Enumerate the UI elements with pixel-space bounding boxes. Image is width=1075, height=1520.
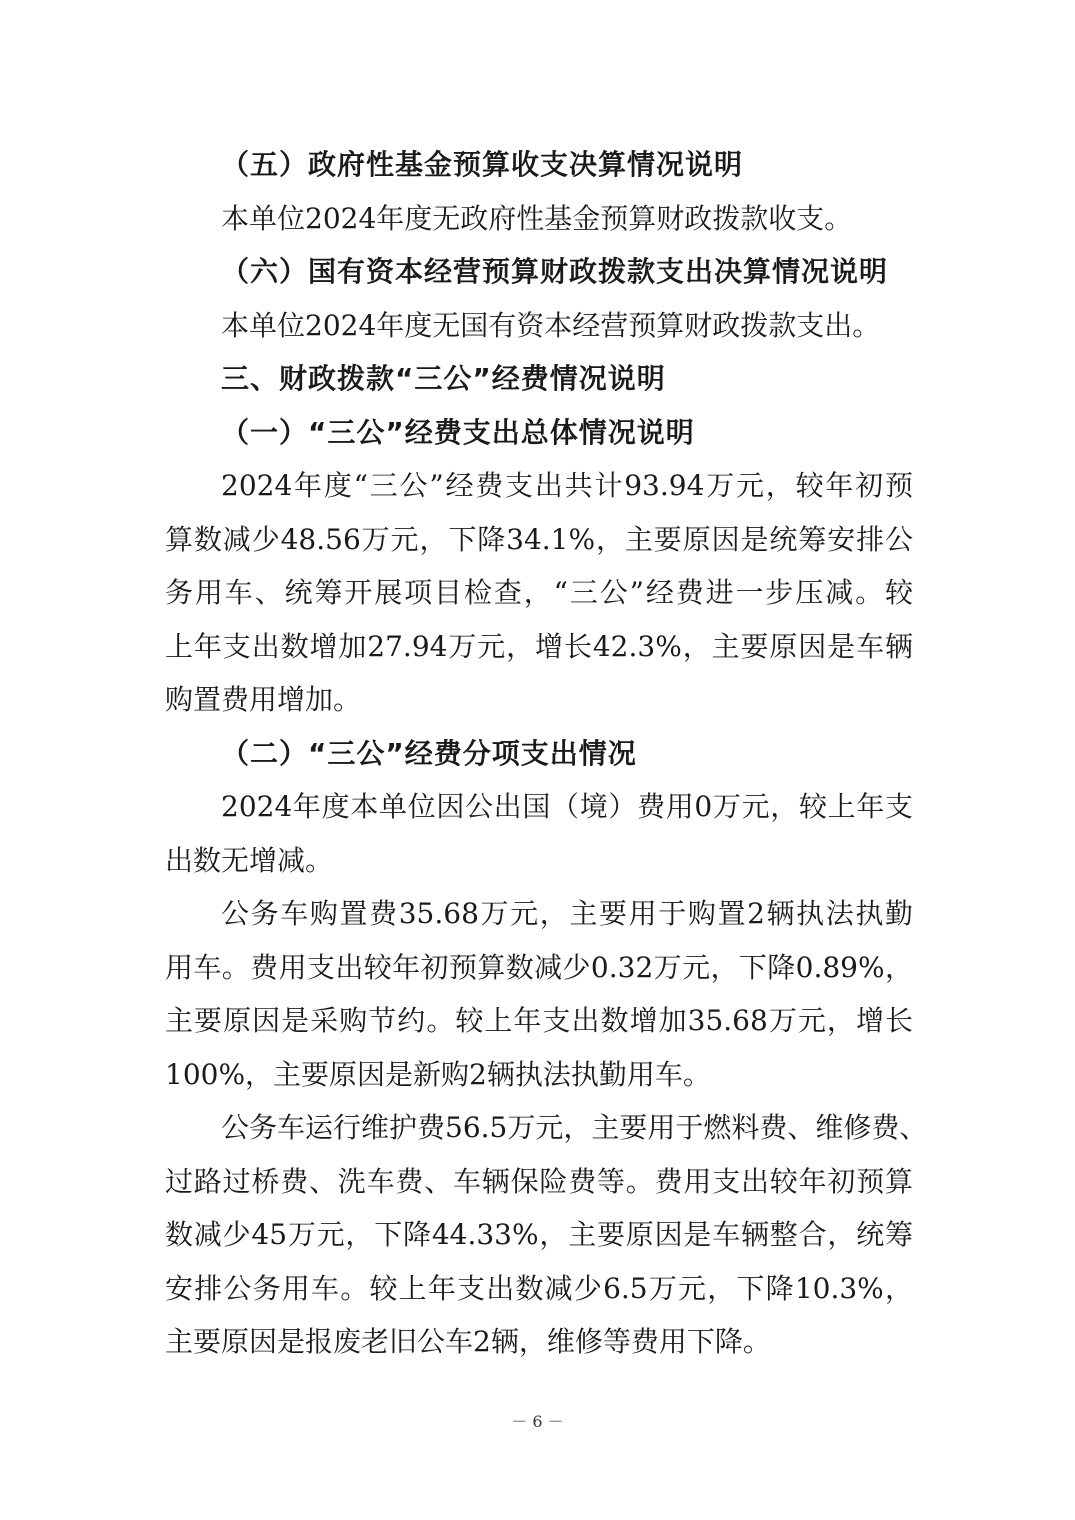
- paragraph-line: 安排公务用车。较上年支出数减少6.5万元，下降10.3%，: [165, 1271, 913, 1305]
- paragraph-line: 公务车购置费35.68万元，主要用于购置2辆执法执勤: [221, 897, 913, 930]
- paragraph-line: 本单位2024年度无国有资本经营预算财政拨款支出。: [221, 308, 881, 342]
- paragraph-line: 2024年度本单位因公出国（境）费用0万元，较上年支: [221, 790, 913, 823]
- paragraph-line: 过路过桥费、洗车费、车辆保险费等。费用支出较年初预算: [165, 1164, 913, 1198]
- paragraph-line: 本单位2024年度无政府性基金预算财政拨款收支。: [221, 201, 853, 235]
- paragraph-line: 公务车运行维护费56.5万元，主要用于燃料费、维修费、: [221, 1111, 928, 1144]
- document-body: [165, 138, 928, 1369]
- paragraph-line: 主要原因是报废老旧公车2辆，维修等费用下降。: [165, 1325, 771, 1358]
- paragraph-line: 主要原因是采购节约。较上年支出数增加35.68万元，增长: [165, 1004, 913, 1037]
- section-heading: （六）国有资本经营预算财政拨款支出决算情况说明: [221, 255, 889, 288]
- subsection-heading: （一）“三公”经费支出总体情况说明: [221, 415, 695, 449]
- paragraph-line: 务用车、统筹开展项目检查，“三公”经费进一步压减。较: [165, 576, 913, 609]
- paragraph-line: 购置费用增加。: [165, 683, 362, 716]
- chapter-heading: 三、财政拨款“三公”经费情况说明: [221, 362, 666, 395]
- paragraph-line: 上年支出数增加27.94万元，增长42.3%，主要原因是车辆: [165, 629, 913, 663]
- paragraph-line: 2024年度“三公”经费支出共计93.94万元，较年初预: [221, 469, 913, 502]
- paragraph-line: 出数无增减。: [165, 843, 334, 877]
- section-heading: （五）政府性基金预算收支决算情况说明: [221, 148, 744, 181]
- paragraph-line: 数减少45万元，下降44.33%，主要原因是车辆整合，统筹: [165, 1218, 913, 1251]
- page-number: － 6 －: [511, 1412, 564, 1431]
- paragraph-line: 算数减少48.56万元，下降34.1%，主要原因是统筹安排公: [165, 522, 913, 556]
- subsection-heading: （二）“三公”经费分项支出情况: [221, 736, 637, 770]
- paragraph-line: 用车。费用支出较年初预算数减少0.32万元，下降0.89%，: [165, 950, 913, 984]
- paragraph-line: 100%，主要原因是新购2辆执法执勤用车。: [165, 1057, 711, 1091]
